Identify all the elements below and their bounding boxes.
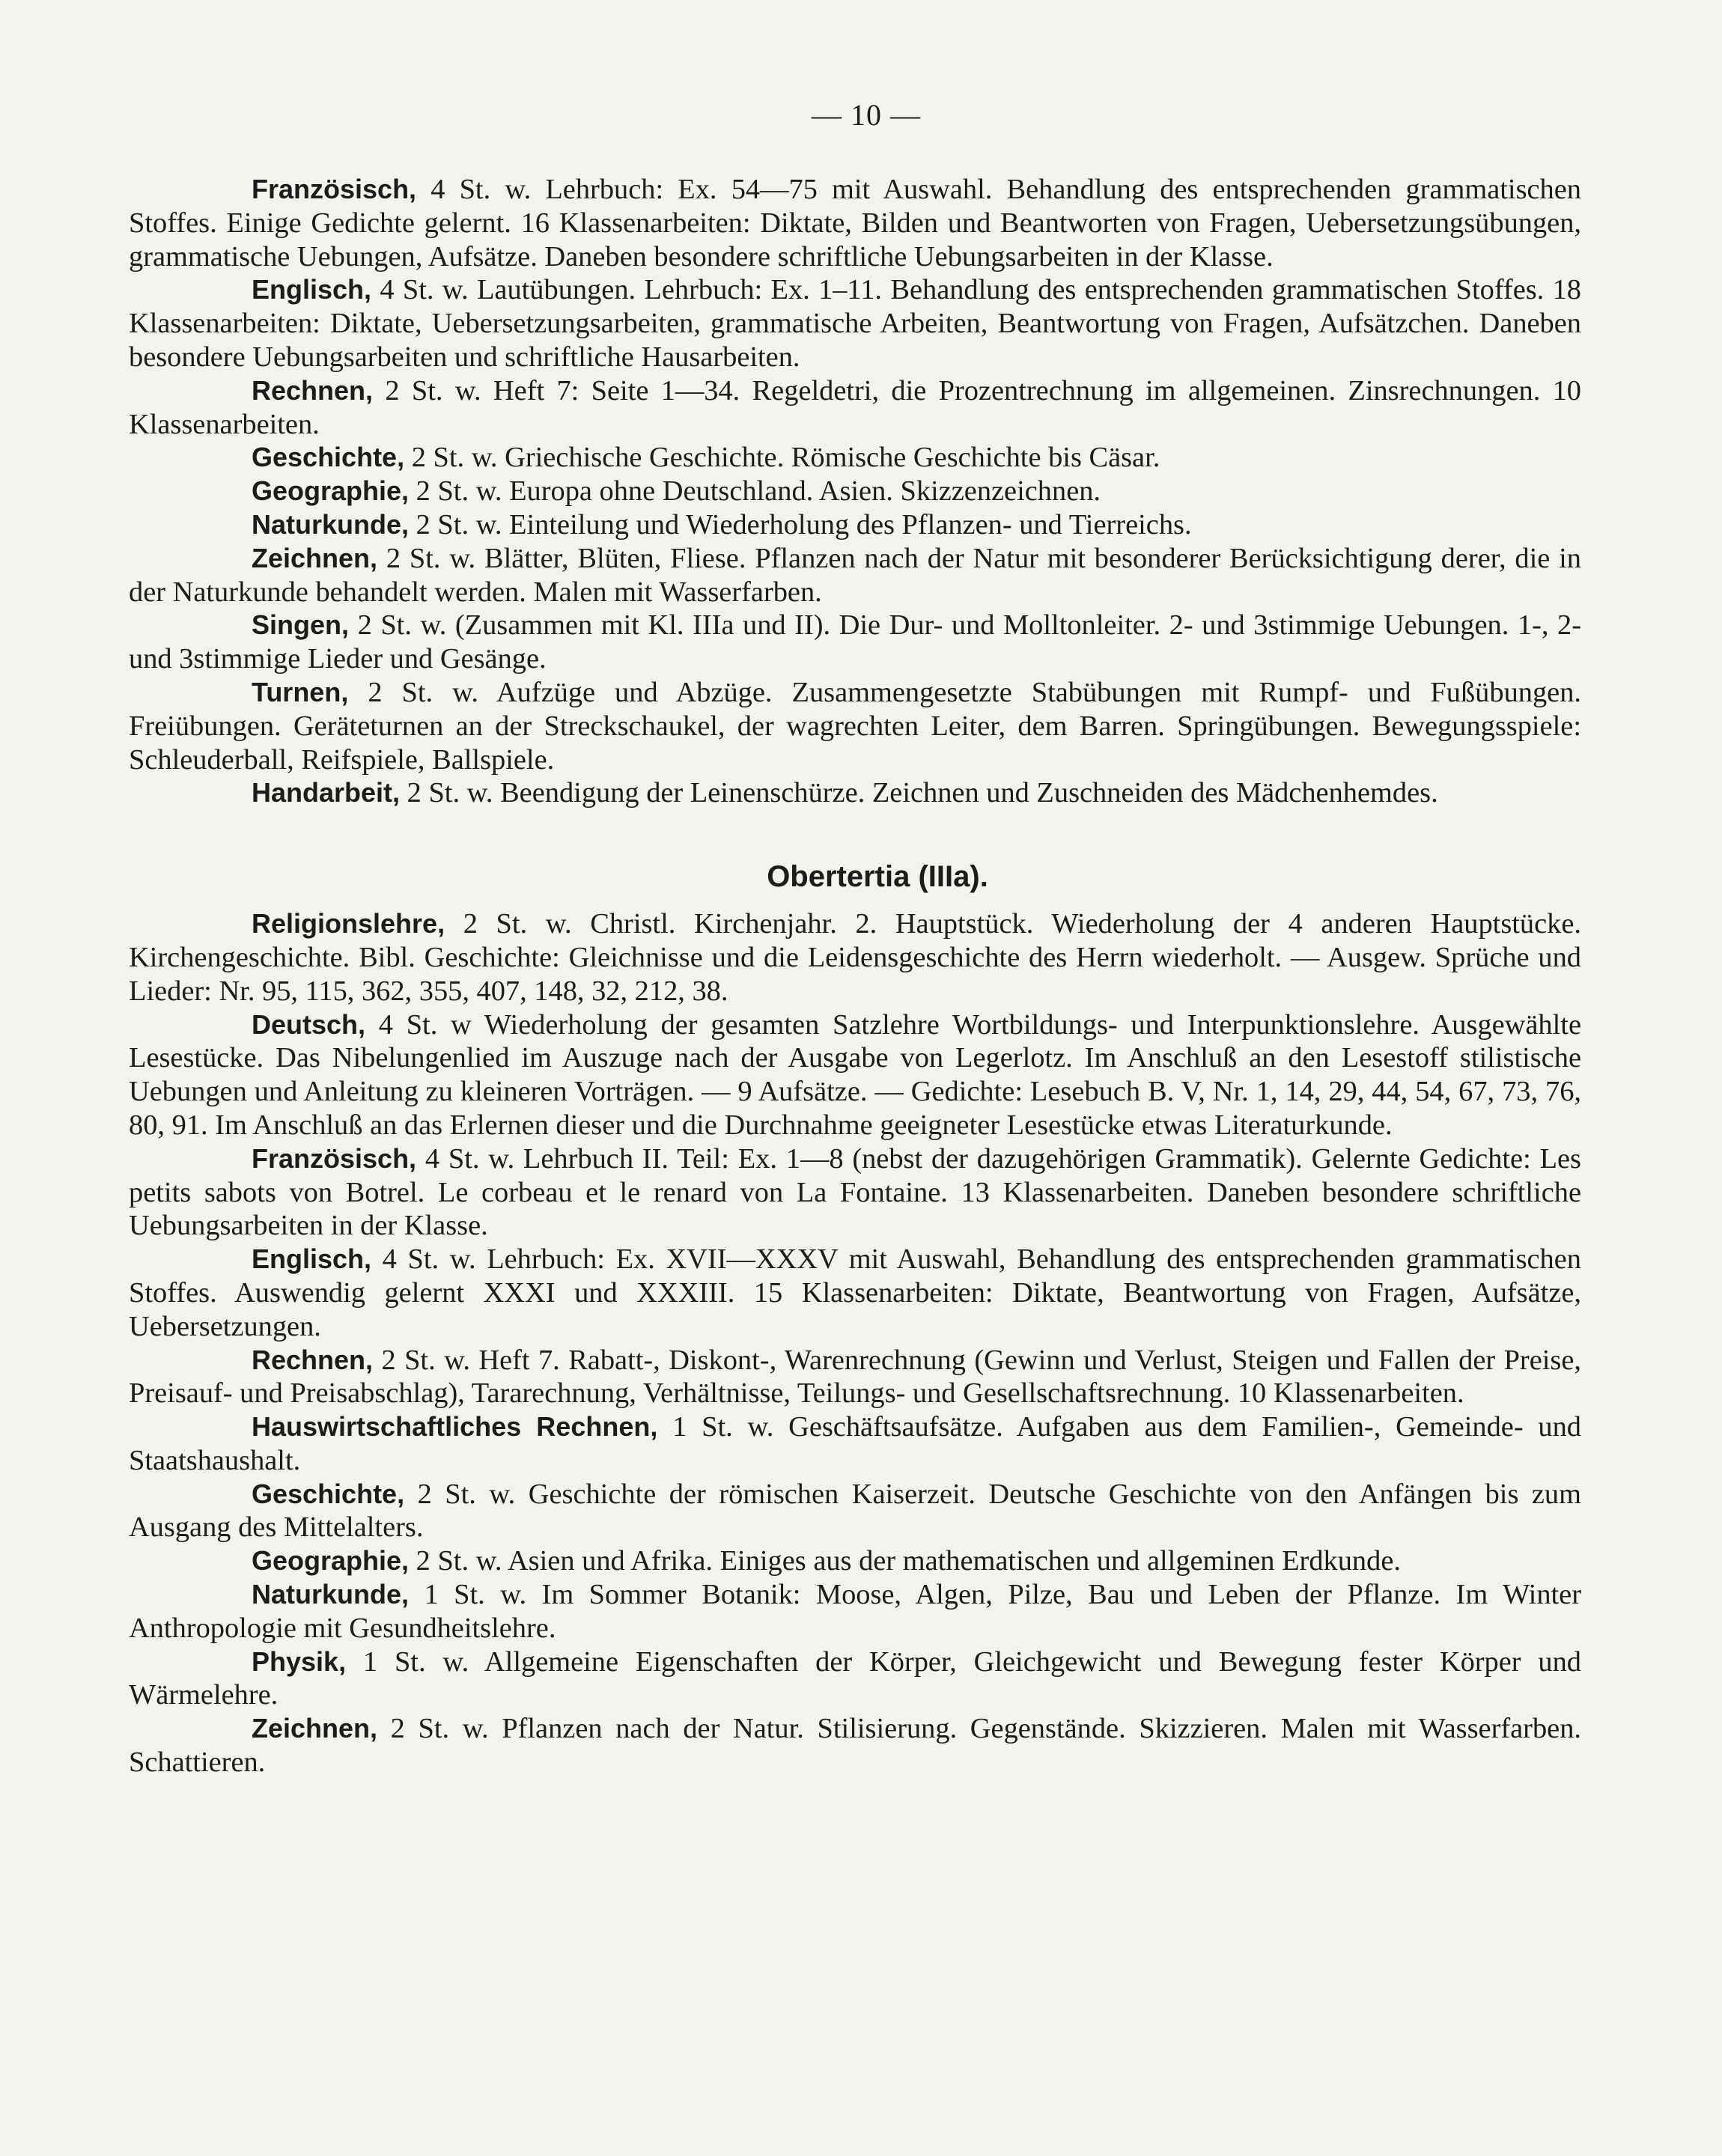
subject-paragraph — [129, 1712, 1581, 1779]
subject-text: 4 St. w. Lehrbuch II. Teil: Ex. 1—8 (nebst der dazugehörigen Grammatik). Gelernte Gedichte: Les petits sabots von Botrel. Le corbeau et le renard von La Fontaine. 13 Klassenarbeiten. Daneben besondere schriftliche Uebungsarbeiten in der Klasse. — [129, 1142, 1581, 1242]
subject-paragraph — [129, 1478, 1581, 1545]
subject-paragraph — [129, 609, 1581, 676]
subject-title: Physik, — [252, 1645, 347, 1677]
subject-title: Englisch, — [252, 1243, 372, 1275]
subject-title: Turnen, — [252, 676, 349, 707]
obertertia-curriculum — [129, 907, 1581, 1779]
subject-text: 4 St. w. Lehrbuch: Ex. 54—75 mit Auswahl. Behandlung des entsprechenden grammatischen Stoffes. Einige Gedichte gelernt. 16 Klassenarbeiten: Diktate, Bilden und Beantworten von Fragen, Uebersetzungsübungen, grammatische Uebungen, Aufsätze. Daneben besondere schriftliche Uebungsarbeiten in der Klasse. — [129, 174, 1581, 272]
subject-text: 4 St. w Wiederholung der gesamten Satzlehre Wortbildungs- und Interpunktionslehre. Ausgewählte Lesestücke. Das Nibelungenlied im Auszuge nach der Ausgabe von Legerlotz. Im Anschluß an den Lesestoff stilistische Uebungen und Anleitung zu kleineren Vorträgen. — 9 Aufsätze. — Gedichte: Lesebuch B. V, Nr. 1, 14, 29, 44, 54, 67, 73, 76, 80, 91. Im Anschluß an das Erlernen dieser und die Durchnahme geeigneter Lesestücke etwas Literaturkunde. — [129, 1008, 1581, 1141]
subject-paragraph — [129, 475, 1581, 508]
subject-text: 2 St. w. Pflanzen nach der Natur. Stilisierung. Gegenstände. Skizzieren. Malen mit Wasserfarben. Schattieren. — [129, 1713, 1581, 1779]
subject-title: Französisch, — [252, 174, 417, 204]
section-heading: Obertertia (IIIa). — [767, 860, 988, 894]
page-number: — 10 — — [812, 98, 921, 132]
subject-text: 2 St. w. (Zusammen mit Kl. IIIa und II). Die Dur- und Molltonleiter. 2- und 3stimmige Uebungen. 1-, 2- und 3stimmige Lieder und Gesänge. — [129, 609, 1581, 675]
subject-paragraph — [129, 1243, 1581, 1343]
subject-paragraph — [129, 273, 1581, 374]
quarta-curriculum — [129, 173, 1581, 810]
subject-paragraph — [129, 1410, 1581, 1478]
subject-text: 1 St. w. Geschäftsaufsätze. Aufgaben aus dem Familien-, Gemeinde- und Staatshaushalt. — [129, 1411, 1581, 1476]
subject-text: 2 St. w. Heft 7: Seite 1—34. Regeldetri, die Prozentrechnung im allgemeinen. Zinsrechnungen. 10 Klassenarbeiten. — [129, 374, 1581, 440]
subject-text: 2 St. w. Christl. Kirchenjahr. 2. Hauptstück. Wiederholung der 4 anderen Hauptstücke. Kirchengeschichte. Bibl. Geschichte: Gleichnisse und die Leidensgeschichte des Herrn wiederholt. — Ausgew. Sprüche und Lieder: Nr. 95, 115, 362, 355, 407, 148, 32, 212, 38. — [129, 908, 1581, 1007]
subject-paragraph — [129, 508, 1581, 542]
subject-title: Deutsch, — [252, 1008, 366, 1040]
subject-title: Rechnen, — [252, 1344, 374, 1375]
subject-title: Religionslehre, — [252, 908, 445, 940]
subject-text: 2 St. w. Europa ohne Deutschland. Asien. Skizzenzeichnen. — [409, 475, 1101, 508]
subject-paragraph — [129, 776, 1581, 810]
subject-text: 2 St. w. Heft 7. Rabatt-, Diskont-, Warenrechnung (Gewinn und Verlust, Steigen und Fallen der Preise, Preisauf- und Preisabschlag), Tararechnung, Verhältnisse, Teilungs- und Gesellschaftsrechnung. 10 Klassenarbeiten. — [129, 1344, 1581, 1410]
subject-title: Zeichnen, — [252, 1713, 378, 1744]
subject-text: 2 St. w. Aufzüge und Abzüge. Zusammengesetzte Stabübungen mit Rumpf- und Fußübungen. Freiübungen. Geräteturnen an der Streckschaukel, der wagrechten Leiter, dem Barren. Springübungen. Bewegungsspiele: Schleuderball, Reifspiele, Ballspiele. — [129, 676, 1581, 776]
subject-paragraph — [129, 1544, 1581, 1578]
subject-title: Geschichte, — [252, 1478, 405, 1509]
subject-text: 2 St. w. Blätter, Blüten, Fliese. Pflanzen nach der Natur mit besonderer Berücksichtigung derer, die in der Naturkunde behandelt werden. Malen mit Wasserfarben. — [129, 542, 1581, 608]
subject-title: Handarbeit, — [252, 777, 401, 808]
subject-text: 1 St. w. Im Sommer Botanik: Moose, Algen, Pilze, Bau und Leben der Pflanze. Im Winter Anthropologie mit Gesundheitslehre. — [129, 1579, 1581, 1644]
subject-paragraph — [129, 1645, 1581, 1713]
subject-paragraph — [129, 676, 1581, 776]
subject-title: Geographie, — [252, 1545, 410, 1577]
subject-title: Geographie, — [252, 475, 410, 507]
subject-paragraph — [129, 1578, 1581, 1645]
subject-title: Singen, — [252, 609, 350, 641]
subject-paragraph — [129, 374, 1581, 442]
subject-paragraph — [129, 907, 1581, 1008]
subject-title: Naturkunde, — [252, 1579, 410, 1610]
subject-paragraph — [129, 542, 1581, 609]
subject-title: Englisch, — [252, 274, 372, 305]
subject-title: Rechnen, — [252, 374, 374, 406]
subject-text: 2 St. w. Asien und Afrika. Einiges aus der mathematischen und allgeminen Erdkunde. — [409, 1545, 1401, 1577]
subject-paragraph — [129, 1344, 1581, 1411]
subject-paragraph — [129, 173, 1581, 273]
subject-text: 1 St. w. Allgemeine Eigenschaften der Körper, Gleichgewicht und Bewegung fester Körper und Wärmelehre. — [129, 1645, 1581, 1711]
subject-title: Hauswirtschaftliches Rechnen, — [252, 1411, 658, 1443]
subject-text: 2 St. w. Einteilung und Wiederholung des Pflanzen- und Tierreichs. — [409, 508, 1192, 540]
subject-paragraph — [129, 441, 1581, 475]
subject-text: 4 St. w. Lautübungen. Lehrbuch: Ex. 1–11. Behandlung des entsprechenden grammatischen Stoffes. 18 Klassenarbeiten: Diktate, Uebersetzungsarbeiten, grammatische Arbeiten, Beantwortung von Fragen, Aufsätzchen. Daneben besondere Uebungsarbeiten und schriftliche Hausarbeiten. — [129, 274, 1581, 373]
subject-paragraph — [129, 1008, 1581, 1142]
subject-text: 2 St. w. Beendigung der Leinenschürze. Zeichnen und Zuschneiden des Mädchenhemdes. — [400, 777, 1438, 809]
subject-title: Geschichte, — [252, 442, 405, 473]
subject-text: 2 St. w. Griechische Geschichte. Römische Geschichte bis Cäsar. — [404, 442, 1160, 474]
subject-paragraph — [129, 1142, 1581, 1243]
subject-text: 2 St. w. Geschichte der römischen Kaiserzeit. Deutsche Geschichte von den Anfängen bis zum Ausgang des Mittelalters. — [129, 1478, 1581, 1544]
subject-title: Naturkunde, — [252, 508, 410, 540]
subject-title: Französisch, — [252, 1142, 417, 1174]
subject-text: 4 St. w. Lehrbuch: Ex. XVII—XXXV mit Auswahl, Behandlung des entsprechenden grammatischen Stoffes. Auswendig gelernt XXXI und XXXIII. 15 Klassenarbeiten: Diktate, Beantwortung von Fragen, Aufsätze, Uebersetzungen. — [129, 1243, 1581, 1342]
subject-title: Zeichnen, — [252, 542, 378, 573]
